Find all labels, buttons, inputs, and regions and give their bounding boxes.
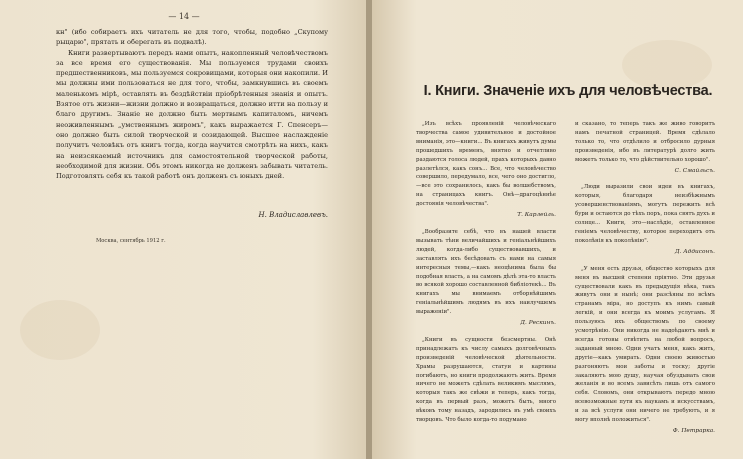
left-page [0,0,368,459]
quote-text: „Вообразите себѣ, что въ нашей власти вызывать тѣни величайшихъ и геніальнѣйшихъ людей, когда-либо существовавшихъ, и заставлять ихъ бесѣдовать съ нами на самыя интересныя темы,—какъ неоцѣнима была бы подобная власть, а на самомъ дѣлѣ эта-то власть во всякой хорошо составленной библіотекѣ... Въ книгахъ мы внимаемъ отборнѣйшимъ геніальнѣйшимъ людямъ въ ихъ наилучшемъ выраженіи". [416,228,556,316]
quote-text: „Люди выразили свои идеи въ книгахъ, которыя, благодаря неизбѣжнымъ усовершенствованіямъ, могутъ пережить всѣ бури и остаются до тѣхъ поръ, пока святъ духъ и солнце... Книги, это—наслѣдіе, оставленное геніемъ человѣчеству, которое переходитъ отъ поколѣнія къ поколѣнію". [575,184,715,244]
quote-text: „Книги въ сущности безсмертны. Онѣ принадлежатъ къ числу самыхъ долговѣчныхъ произведеній человѣческой дѣятельности. Храмы разрушаются, статуи и картины погибаютъ, но книги продолжаютъ жить. Время ничего не можетъ сдѣлать великимъ мыслямъ, которыя такъ же свѣжи и теперь, какъ тогда, когда въ первый разъ, можетъ быть, много вѣковъ тому назадъ, зародились въ умѣ своихъ творцовъ. Что было когда-то подумано [416,336,556,424]
quote-column-left [416,120,556,425]
quote-author: Т. Карлейль. [517,212,556,219]
paragraph: кн" (ибо собираетъ ихъ читатель не для того, чтобы, подобно „Скупому рыцарю", прятать и оберегать въ подвалѣ). [56,28,328,47]
right-page [372,0,743,459]
page-number: — 14 — [168,12,200,21]
paragraph: Книги развертываютъ передъ нами опытъ, накопленный человѣчествомъ за все время его существованія. Мы пользуемся трудами своихъ предшественниковъ, мы пользуемся сокровищами, которыя они накопили. И мы должны ими пользоваться не для того, чтобы, замкнувшись въ своемъ маленькомъ мірѣ, оставлять въ бездѣйствіи пріобрѣтенныя знанія и опытъ. Взятое отъ жизни—жизни должно и возвращаться, должно итти на пользу и благо другимъ. Знаніе не должно быть мертвымъ капиталомъ, ничемъ неоживленнымъ „умственнымъ жиромъ", какъ выражается Г. Спенсеръ—оно должно быть силой творческой и созидающей. Высшее наслажденіе получитъ человѣкъ отъ книгъ тогда, когда научится смотрѣть на нихъ, какъ на неизсякаемый источникъ для самостоятельной творческой работы, необходимой для жизни. Объ этомъ никогда не долженъ забывать читатель. Подготовлять себя къ такой работѣ онъ долженъ съ юныхъ дней. [56,48,328,181]
quote-author: Ф. Петрарка. [672,428,715,434]
place-date: Москва, сентябрь 1912 г. [96,238,166,244]
quote-author: С. Смайльсъ. [674,167,715,174]
left-page-text [56,27,328,181]
chapter-title: I. Книги. Значеніе ихъ для человѣчества. [423,83,713,99]
quote-text: „Изъ всѣхъ проявленій человѣческаго творчества самое удивительное и достойное вниманія, это—книги... Въ книгахъ живутъ думы прошедшихъ временъ, внятно и отчетливо раздаются голоса людей, прахъ которыхъ давно разлетѣлся, какъ сонъ... Все, что человѣчество совершило, передумало, все, чего оно достигло,—все это сохранилось, какъ бы волшебствомъ, на страницахъ книгъ. Онѣ—драгоцѣннѣе достоянія человѣчества". [416,121,556,208]
quote-author: Д. Рескинъ. [520,320,556,327]
quote-author: Д. Аддисонъ. [674,248,715,255]
quote-text: „У меня есть друзья, общество которыхъ для меня въ высшей степени пріятно. Эти друзья существовали какъ въ предыдущія вѣка, такъ живутъ они и нынѣ; они разсѣяны по всѣмъ странамъ міра, но доступъ къ нимъ самый легкій, и они всегда къ моимъ услугамъ. Я пользуюсь ихъ обществомъ по своему усмотрѣнію. Они никогда не надоѣдаютъ мнѣ и всегда готовы отвѣтить на любой вопросъ, заданный мною. Одни учатъ меня, какъ жить, другіе—какъ умирать. Одни своею живостью разгоняютъ мои заботы и тоску; другіе закаляютъ мою душу, научая обуздывать свои желанія и во всемъ зависѣть лишь отъ самого себя. Словомъ, они открываютъ передо мною всевозможные пути къ наукамъ и искусствамъ, и за всѣ услуги они ничего не требуютъ, и я могу вполнѣ положиться". [575,265,715,424]
quote-text: и сказано, то теперь такъ же живо говоритъ намъ печатной страницей. Время сдѣлало только то, что отдѣлило и отбросило дурныя произведенія, ибо въ литературѣ долго жить можетъ только то, что дѣйствительно хорошо". [575,121,715,163]
author-signature: Н. Владиславлевъ. [258,211,328,219]
paper-stain [20,300,100,360]
quote-column-right [575,120,715,444]
